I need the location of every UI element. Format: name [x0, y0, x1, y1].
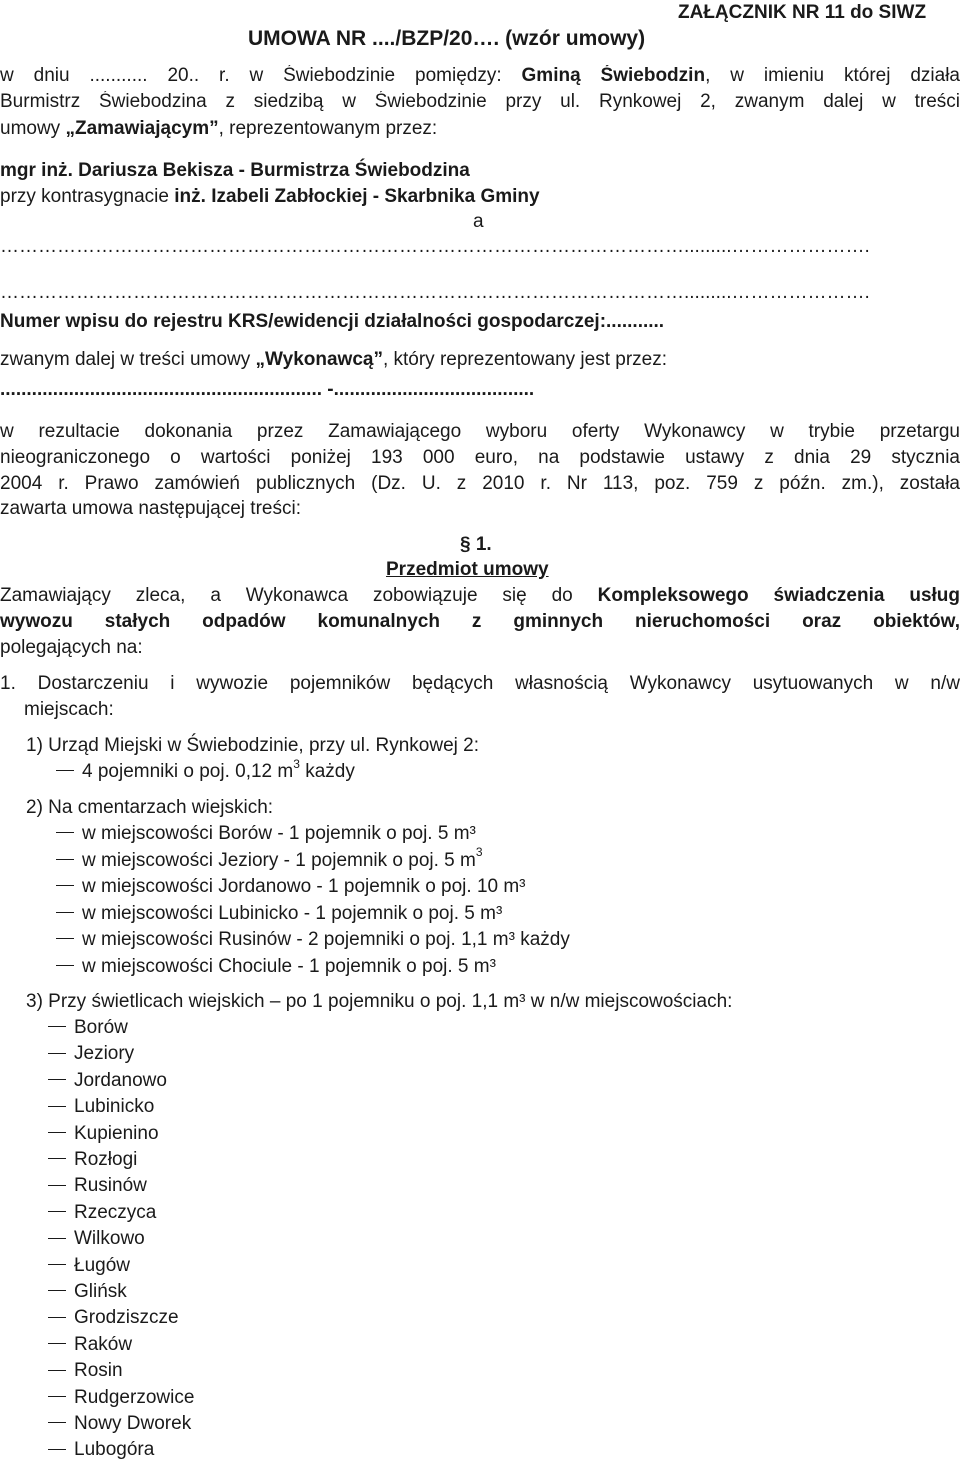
result-line-2: nieograniczonego o wartości poniżej 193 000 euro, na podstawie ustawy z dnia 29 stycznia	[0, 447, 960, 468]
dash-bullet	[48, 1343, 66, 1344]
result-line-1: w rezultacie dokonania przez Zamawiającego wyboru oferty Wykonawcy w trybie przetargu	[0, 421, 960, 442]
village-item: Rusinów	[48, 1175, 147, 1197]
dash-bullet	[48, 1264, 66, 1265]
dash-bullet	[56, 832, 74, 833]
subject-line-2: wywozu stałych odpadów komunalnych z gminnych nieruchomości oraz obiektów,	[0, 611, 960, 632]
intro-line-3: umowy „Zamawiającym”, reprezentowanym przez:	[0, 118, 438, 139]
dash-bullet	[48, 1290, 66, 1291]
dash-bullet	[56, 965, 74, 966]
dash-bullet	[48, 1079, 66, 1080]
dash-bullet	[48, 1317, 66, 1318]
village-item: Glińsk	[48, 1281, 127, 1303]
subitem-3: 3) Przy świetlicach wiejskich – po 1 pojemniku o poj. 1,1 m³ w n/w miejscowościach:	[26, 991, 733, 1012]
dash-bullet	[48, 1238, 66, 1239]
dash-bullet	[48, 1211, 66, 1212]
dash-bullet	[56, 859, 74, 860]
section-title: Przedmiot umowy	[386, 559, 549, 580]
village-item: Grodziszcze	[48, 1307, 179, 1329]
village-item: Rzeczyca	[48, 1202, 156, 1224]
result-line-4: zawarta umowa następującej treści:	[0, 498, 301, 519]
dash-bullet	[48, 1026, 66, 1027]
municipality-name: Gminą Świebodzin	[521, 65, 706, 86]
representative-1: mgr inż. Dariusza Bekisza - Burmistrza Świebodzina	[0, 160, 470, 181]
dash-bullet	[48, 1422, 66, 1423]
dash-bullet	[56, 885, 74, 886]
village-item: Kupienino	[48, 1123, 159, 1145]
subitem-2: 2) Na cmentarzach wiejskich:	[26, 797, 274, 818]
section-number: § 1.	[460, 534, 492, 555]
dash-bullet	[48, 1053, 66, 1054]
village-item: Jordanowo	[48, 1070, 167, 1092]
dash-bullet	[48, 1396, 66, 1397]
contractor-name-blank: ……………………………………………………………………………………………….........………………….	[0, 236, 870, 257]
village-item: Jeziory	[48, 1043, 134, 1065]
intro-line-2: Burmistrz Świebodzina z siedzibą w Świebodzinie przy ul. Rynkowej 2, zwanym dalej w treści	[0, 91, 960, 112]
subject-line-3: polegających na:	[0, 637, 143, 658]
result-line-3: 2004 r. Prawo zamówień publicznych (Dz. U. z 2010 r. Nr 113, poz. 759 z późn. zm.), została	[0, 473, 960, 494]
dash-bullet	[48, 1185, 66, 1186]
village-item: Wilkowo	[48, 1228, 145, 1250]
cemetery-item: w miejscowości Jeziory - 1 pojemnik o poj. 5 $m^3$	[56, 850, 483, 872]
item-1-line-1: 1. Dostarczeniu i wywozie pojemników będących własnością Wykonawcy usytuowanych w n/w	[0, 673, 960, 694]
dash-bullet	[48, 1370, 66, 1371]
contractor-representative-blank: ............................................................. -......................................	[0, 379, 535, 400]
village-item: Ługów	[48, 1255, 130, 1277]
dash-bullet	[48, 1132, 66, 1133]
dash-bullet	[56, 770, 74, 771]
subitem-1: 1) Urząd Miejski w Świebodzinie, przy ul. Rynkowej 2:	[26, 735, 479, 756]
cemetery-item: w miejscowości Jordanowo - 1 pojemnik o poj. 10 m³	[56, 876, 526, 898]
cemetery-item: w miejscowości Borów - 1 pojemnik o poj. 5 m³	[56, 823, 476, 845]
contractor-term: „Wykonawcą”	[255, 349, 383, 370]
cemetery-item: w miejscowości Rusinów - 2 pojemniki o poj. 1,1 m³ każdy	[56, 929, 570, 951]
village-item: Lubinicko	[48, 1096, 154, 1118]
village-item: Rozłogi	[48, 1149, 137, 1171]
contractor-address-blank: ……………………………………………………………………………………………….........………………….	[0, 282, 870, 303]
dash-bullet	[48, 1449, 66, 1450]
dash-bullet	[48, 1106, 66, 1107]
intro-line-1: w dniu ........... 20.. r. w Świebodzinie pomiędzy: Gminą Świebodzin, w imieniu której działa	[0, 65, 960, 86]
village-item: Rudgerzowice	[48, 1387, 194, 1409]
village-item: Rosin	[48, 1360, 123, 1382]
document-title: UMOWA NR ..../BZP/20…. (wzór umowy)	[248, 27, 646, 50]
cemetery-item: w miejscowości Lubinicko - 1 pojemnik o poj. 5 m³	[56, 903, 502, 925]
subject-line-1: Zamawiający zleca, a Wykonawca zobowiązuje się do Kompleksowego świadczenia usług	[0, 585, 960, 606]
representative-2: przy kontrasygnacie inż. Izabeli Zabłockiej - Skarbnika Gminy	[0, 186, 540, 207]
dash-bullet	[56, 938, 74, 939]
ordering-party-term: „Zamawiającym”	[65, 118, 219, 139]
contractor-line: zwanym dalej w treści umowy „Wykonawcą”, który reprezentowany jest przez:	[0, 349, 668, 370]
dash-bullet	[56, 912, 74, 913]
village-item: Borów	[48, 1017, 128, 1039]
conjunction-and: a	[473, 211, 484, 232]
village-item: Raków	[48, 1334, 132, 1356]
village-item: Lubogóra	[48, 1439, 154, 1461]
subitem-1-dash: 4 pojemniki o poj. 0,12 $m^3$ każdy	[56, 761, 355, 783]
item-1-line-2: miejscach:	[24, 699, 114, 720]
annex-label: ZAŁĄCZNIK NR 11 do SIWZ	[678, 2, 927, 23]
krs-number-line: Numer wpisu do rejestru KRS/ewidencji działalności gospodarczej:...........	[0, 311, 665, 332]
dash-bullet	[48, 1158, 66, 1159]
village-item: Nowy Dworek	[48, 1413, 191, 1435]
cemetery-item: w miejscowości Chociule - 1 pojemnik o poj. 5 m³	[56, 956, 496, 978]
